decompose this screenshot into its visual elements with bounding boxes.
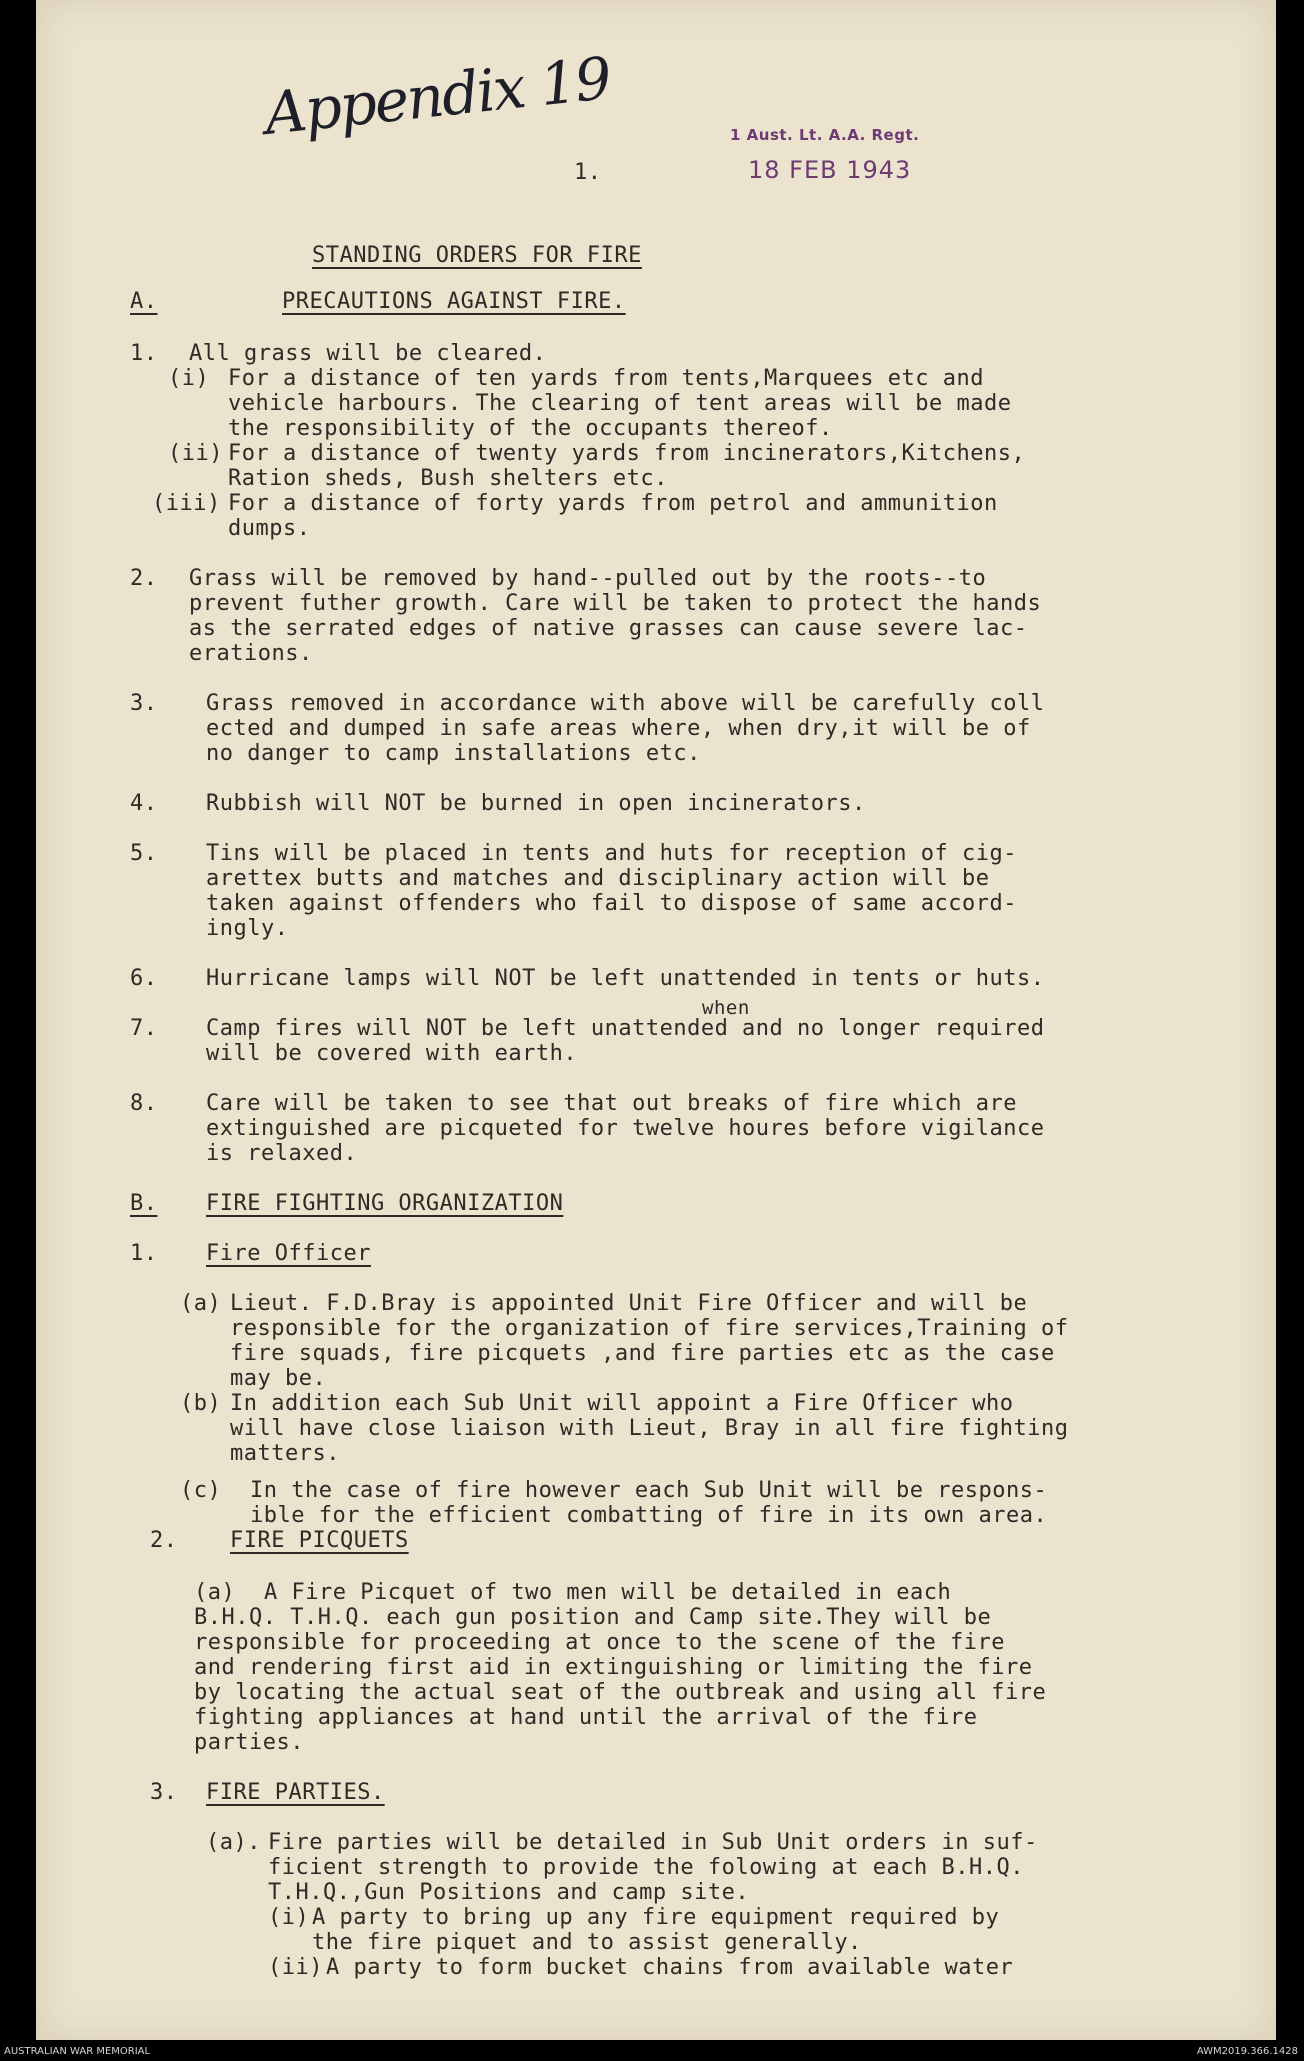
item-number: 2. (130, 566, 158, 591)
sub-number: 1. (130, 1241, 158, 1266)
para-label: (a) (194, 1580, 236, 1605)
sub-heading: Fire Officer (206, 1241, 371, 1266)
para-label: (ii) (268, 1955, 323, 1980)
item-number: 6. (130, 966, 158, 991)
footer-archive-id: AWM2019.366.1428 (1196, 2046, 1298, 2057)
sub-text: the responsibility of the occupants thereof. (228, 416, 833, 441)
item-number: 7. (130, 1016, 158, 1041)
item-text: taken against offenders who fail to dispose of same accord- (206, 891, 1017, 916)
item-text: ingly. (206, 916, 289, 941)
document-title: STANDING ORDERS FOR FIRE (312, 243, 642, 268)
item-number: 5. (130, 841, 158, 866)
item-text: Grass removed in accordance with above will be carefully coll (206, 691, 1045, 716)
para-text: responsible for the organization of fire services,Training of (230, 1316, 1069, 1341)
para-label: (c) (180, 1478, 222, 1503)
item-text: Camp fires will NOT be left unattended and no longer required (206, 1016, 1045, 1041)
sub-number: 3. (150, 1780, 178, 1805)
item-text: Rubbish will NOT be burned in open incinerators. (206, 791, 866, 816)
sub-text: For a distance of forty yards from petrol and ammunition (228, 491, 998, 516)
stamp-unit: 1 Aust. Lt. A.A. Regt. (730, 126, 920, 144)
para-text: A party to form bucket chains from available water (326, 1955, 1014, 1980)
page-number: 1. (574, 160, 602, 185)
item-text: will be covered with earth. (206, 1041, 578, 1066)
sub-text: Ration sheds, Bush shelters etc. (228, 466, 668, 491)
section-a-heading: PRECAUTIONS AGAINST FIRE. (282, 289, 626, 314)
para-text: A party to bring up any fire equipment required by (312, 1905, 1000, 1930)
section-a-letter: A. (130, 289, 158, 314)
para-text: A Fire Picquet of two men will be detailed in each (264, 1580, 952, 1605)
item-text: erations. (189, 641, 313, 666)
sub-label: (iii) (152, 491, 221, 516)
para-label: (a). (206, 1830, 261, 1855)
item-number: 3. (130, 691, 158, 716)
para-text: B.H.Q. T.H.Q. each gun position and Camp site.They will be (194, 1605, 992, 1630)
item-text: All grass will be cleared. (189, 341, 547, 366)
item-text: no danger to camp installations etc. (206, 741, 701, 766)
para-text: and rendering first aid in extinguishing or limiting the fire (194, 1655, 1033, 1680)
item-text: Grass will be removed by hand--pulled out by the roots--to (189, 566, 987, 591)
para-label: (a) (180, 1291, 222, 1316)
item-number: 8. (130, 1091, 158, 1116)
para-text: may be. (230, 1366, 327, 1391)
para-label: (b) (180, 1391, 222, 1416)
item-text: extinguished are picqueted for twelve houres before vigilance (206, 1116, 1045, 1141)
handwritten-signature: Appendix 19 (261, 44, 614, 148)
item-insert: when (702, 997, 750, 1019)
para-text: by locating the actual seat of the outbreak and using all fire (194, 1680, 1047, 1705)
para-label: (i) (268, 1905, 310, 1930)
para-text: parties. (194, 1730, 304, 1755)
para-text: the fire piquet and to assist generally. (312, 1930, 862, 1955)
sub-text: vehicle harbours. The clearing of tent areas will be made (228, 391, 1012, 416)
item-text: prevent futher growth. Care will be taken to protect the hands (189, 591, 1042, 616)
para-text: In addition each Sub Unit will appoint a Fire Officer who (230, 1391, 1014, 1416)
sub-heading: FIRE PICQUETS (230, 1528, 409, 1553)
footer-archive-name: AUSTRALIAN WAR MEMORIAL (4, 2046, 151, 2057)
item-number: 4. (130, 791, 158, 816)
para-text: will have close liaison with Lieut, Bray in all fire fighting (230, 1416, 1069, 1441)
para-text: fighting appliances at hand until the arrival of the fire (194, 1705, 978, 1730)
item-text: is relaxed. (206, 1141, 358, 1166)
sub-label: (i) (168, 366, 210, 391)
document-page (36, 0, 1276, 2040)
section-b-letter: B. (130, 1191, 158, 1216)
section-b-heading: FIRE FIGHTING ORGANIZATION (206, 1191, 564, 1216)
para-text: ficient strength to provide the folowing at each B.H.Q. (268, 1855, 1024, 1880)
item-text: as the serrated edges of native grasses can cause severe lac- (189, 616, 1028, 641)
sub-number: 2. (150, 1528, 178, 1553)
item-number: 1. (130, 341, 158, 366)
para-text: Lieut. F.D.Bray is appointed Unit Fire Officer and will be (230, 1291, 1028, 1316)
sub-text: For a distance of twenty yards from incinerators,Kitchens, (228, 441, 1026, 466)
item-text: Hurricane lamps will NOT be left unattended in tents or huts. (206, 966, 1045, 991)
para-text: fire squads, fire picquets ,and fire parties etc as the case (230, 1341, 1055, 1366)
para-text: In the case of fire however each Sub Unit will be respons- (250, 1478, 1048, 1503)
sub-text: dumps. (228, 516, 311, 541)
item-text: Care will be taken to see that out breaks of fire which are (206, 1091, 1017, 1116)
para-text: responsible for proceeding at once to the scene of the fire (194, 1630, 1005, 1655)
sub-text: For a distance of ten yards from tents,Marquees etc and (228, 366, 984, 391)
item-text: arettex butts and matches and disciplinary action will be (206, 866, 990, 891)
sub-label: (ii) (168, 441, 223, 466)
item-text: ected and dumped in safe areas where, when dry,it will be of (206, 716, 1031, 741)
sub-heading: FIRE PARTIES. (206, 1780, 385, 1805)
para-text: T.H.Q.,Gun Positions and camp site. (268, 1880, 750, 1905)
para-text: Fire parties will be detailed in Sub Unit orders in suf- (268, 1830, 1038, 1855)
item-text: Tins will be placed in tents and huts for reception of cig- (206, 841, 1017, 866)
stamp-date: 18 FEB 1943 (748, 156, 912, 184)
para-text: matters. (230, 1441, 340, 1466)
para-text: ible for the efficient combatting of fire in its own area. (250, 1503, 1048, 1528)
